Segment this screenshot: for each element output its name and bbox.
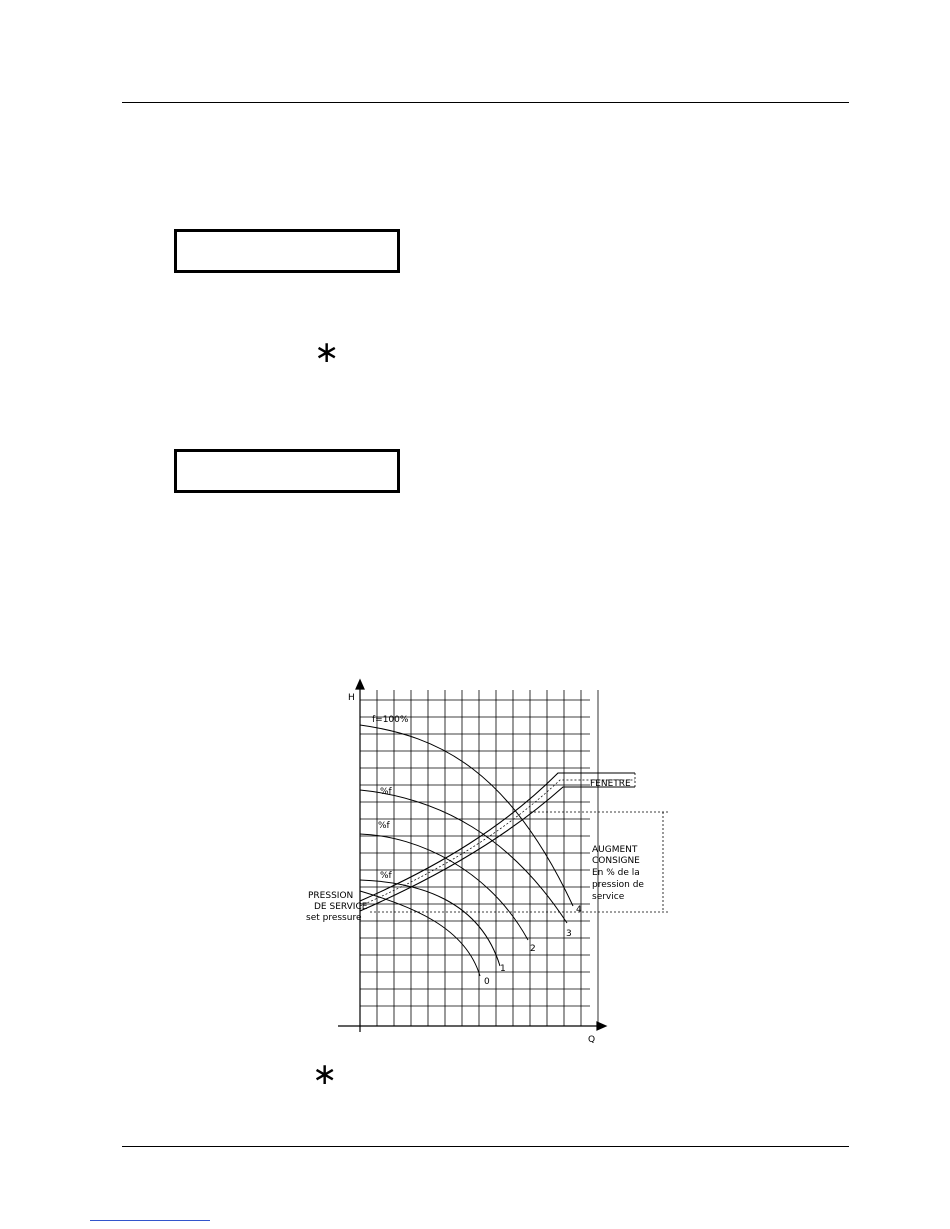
pump-curve-diagram <box>290 676 644 1046</box>
y-axis-label: H <box>348 693 355 703</box>
grid <box>360 690 598 1026</box>
curve-number-3: 3 <box>566 929 572 939</box>
augment-label-3: En % de la <box>592 868 640 878</box>
header-rule <box>122 102 849 103</box>
curve-label-pct-2: %f <box>378 821 390 831</box>
curve-label-pct-1: %f <box>380 787 392 797</box>
curve-label-pct-3: %f <box>380 871 392 881</box>
footer-rule <box>122 1146 849 1147</box>
asterisk-marker-2: ∗ <box>312 1057 338 1092</box>
axes <box>338 680 606 1032</box>
display-box-1 <box>174 229 400 273</box>
curve-label-100: f=100% <box>372 715 409 725</box>
display-box-2 <box>174 449 400 493</box>
curve-number-2: 2 <box>530 944 536 954</box>
augment-label-4: pression de <box>592 880 644 890</box>
asterisk-marker-1: ∗ <box>314 335 340 370</box>
x-axis-label: Q <box>588 1035 596 1045</box>
curve-number-0: 0 <box>484 977 490 987</box>
curve-number-4: 4 <box>576 905 582 915</box>
pressure-label-2: DE SERVICE <box>314 902 368 912</box>
pump-curve-4 <box>360 725 573 906</box>
augment-label-1: AUGMENT <box>592 845 638 855</box>
augment-label-2: CONSIGNE <box>592 856 640 866</box>
window-label: FENETRE <box>590 779 631 789</box>
augment-label-5: service <box>592 892 625 902</box>
pressure-label-1: PRESSION <box>308 891 354 901</box>
footer-link-underline <box>90 1220 210 1221</box>
pressure-label-3: set pressure <box>306 913 362 923</box>
system-window-band <box>360 773 635 911</box>
curve-number-1: 1 <box>500 964 506 974</box>
